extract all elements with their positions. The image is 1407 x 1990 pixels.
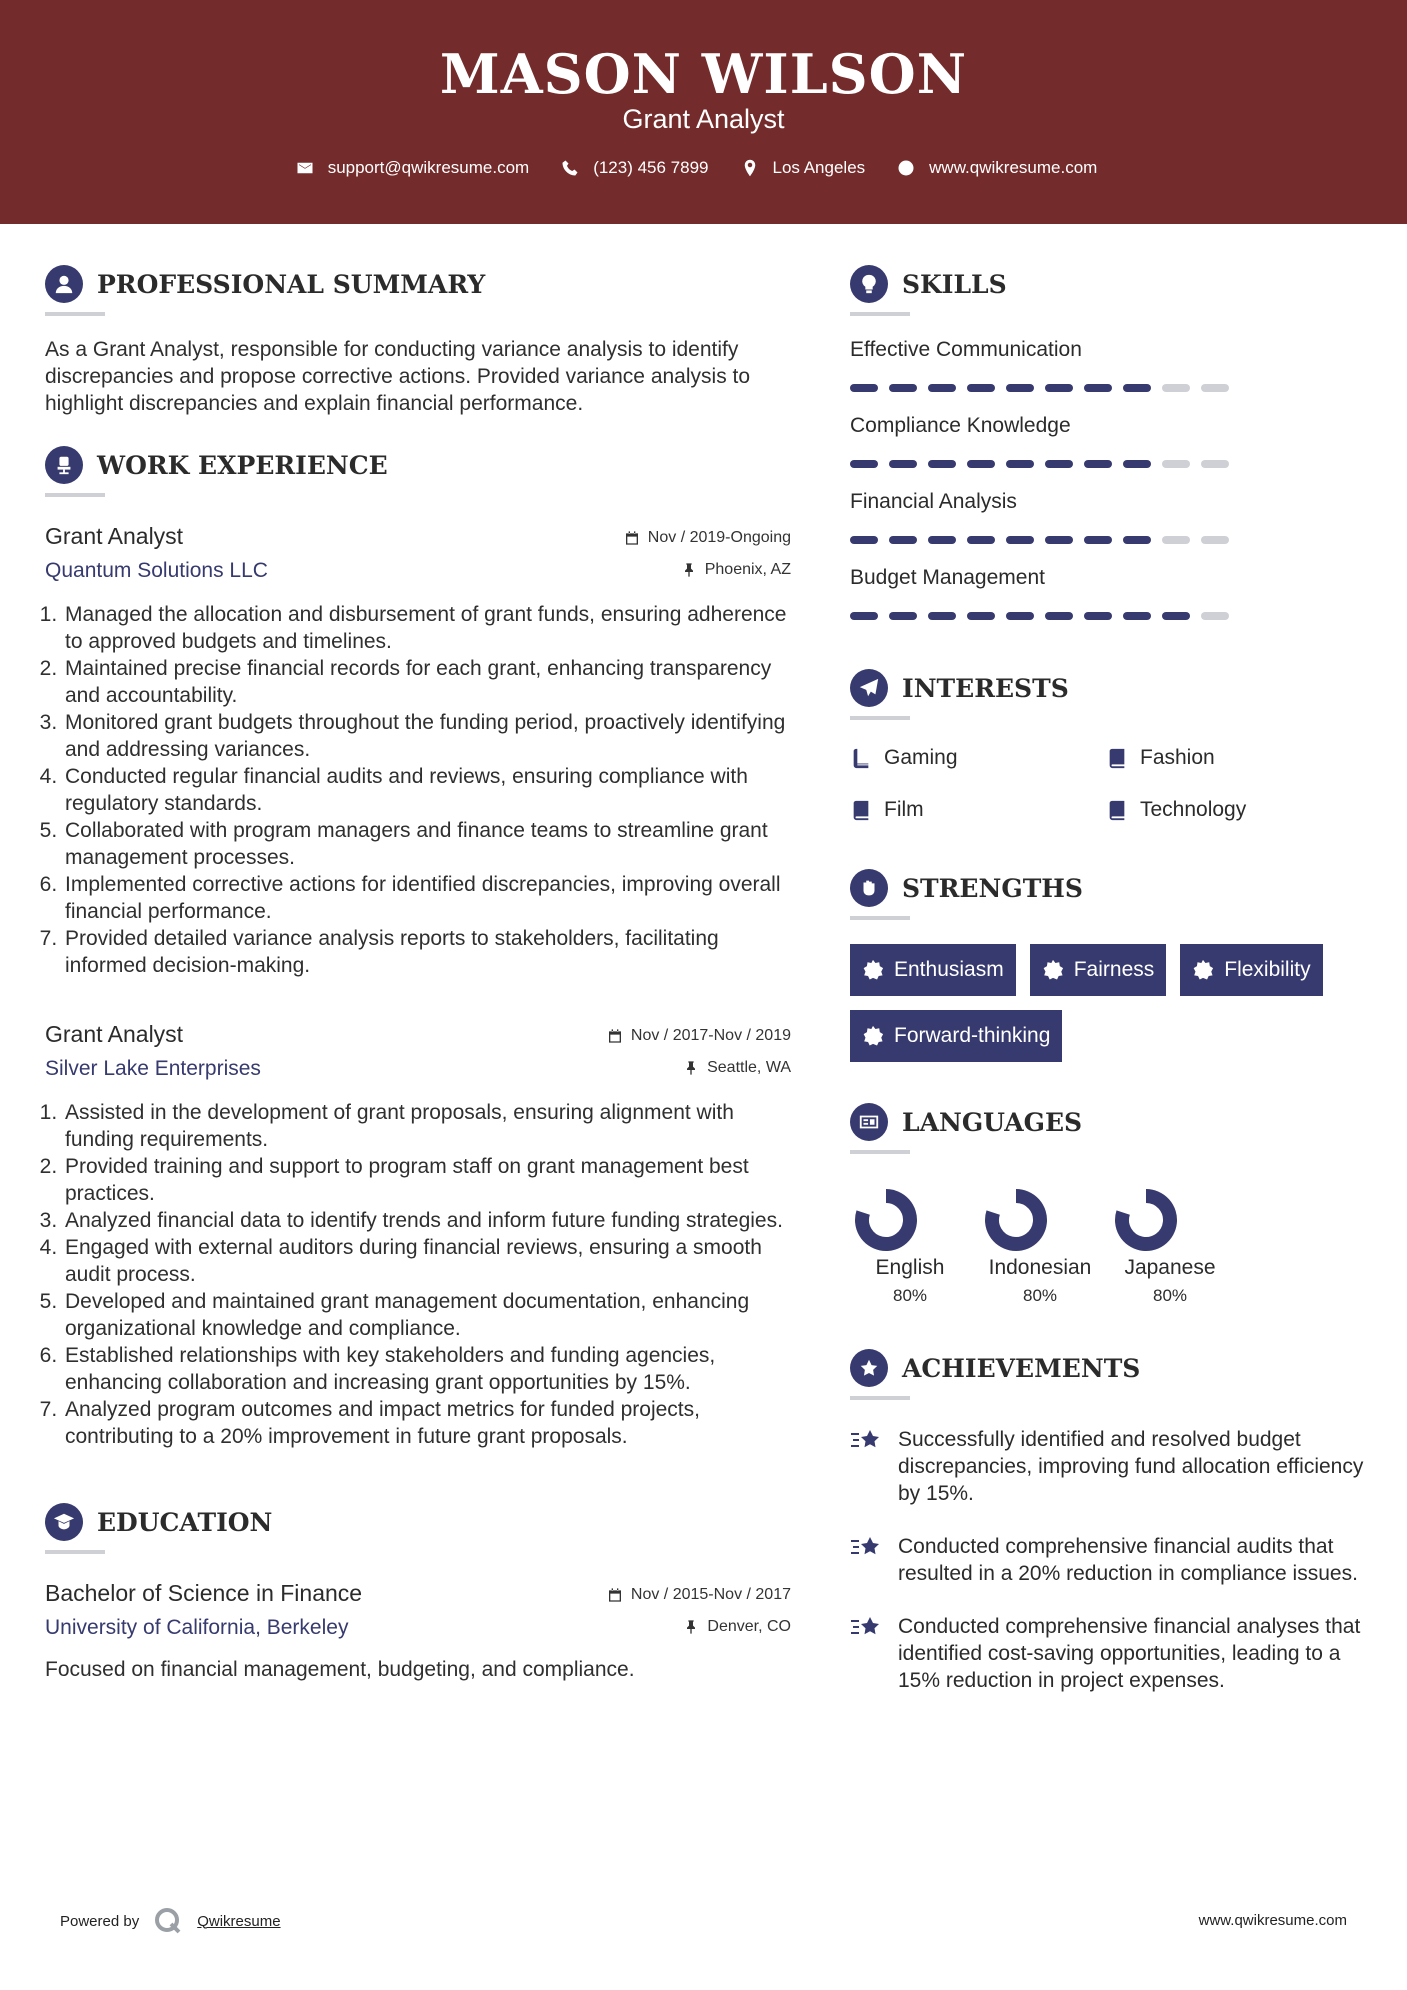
list-item: 2. Provided training and support to program staff on grant management best practices. [63,1153,791,1207]
list-item: 5. Developed and maintained grant management documentation, enhancing organizational knowledge and compliance. [63,1288,791,1342]
skill-level-segment [1045,384,1073,392]
strengths-section [850,866,1370,1062]
shooting-star-icon [850,1531,884,1565]
language-icon [850,1103,888,1141]
skills-section [850,262,1370,620]
contact-location [741,158,866,178]
work-heading: WORK EXPERIENCE [97,450,388,480]
skill-level-segment [1006,384,1034,392]
calendar-icon [607,1587,623,1603]
phone-text: (123) 456 7899 [593,158,709,177]
job-company: Quantum Solutions LLC [45,559,268,582]
skill-level-segment [889,384,917,392]
skill-level-segment [1006,536,1034,544]
job-entry [45,523,791,979]
skill-name: Compliance Knowledge [850,414,1071,437]
strength-badge: Fairness [1030,944,1167,996]
list-item: 1. Assisted in the development of grant proposals, ensuring alignment with funding requirements. [63,1099,791,1153]
skill-level-segment [1045,536,1073,544]
skill-level-segment [1045,612,1073,620]
job-date: Nov / 2019-Ongoing [624,529,791,547]
achievement-item: Conducted comprehensive financial analyses that identified cost-saving opportunities, leading to a 15% reduction in project expenses. [850,1613,1370,1694]
skill-level-segment [1162,612,1190,620]
section-divider [850,1150,910,1154]
skill-level-segment [967,384,995,392]
phone-icon [561,159,579,177]
pushpin-icon [683,1060,699,1076]
email-text: support@qwikresume.com [327,158,530,177]
skill-level-segment [928,536,956,544]
interest-item: Gaming [850,746,1106,770]
skill-level-segment [1084,384,1112,392]
job-date: Nov / 2017-Nov / 2019 [607,1027,791,1045]
skill-level-segment [850,460,878,468]
badge-icon [1192,959,1214,981]
pushpin-icon [683,1619,699,1635]
contact-website[interactable] [897,158,1097,178]
achievement-item: Conducted comprehensive financial audits that resulted in a 20% reduction in compliance issues. [850,1533,1370,1587]
proficiency-ring [1110,1184,1182,1256]
list-item: 1. Managed the allocation and disbursement of grant funds, ensuring adherence to approved budgets and timelines. [63,601,791,655]
job-entry [45,1021,791,1450]
skill-item [850,566,1370,620]
skill-level-segment [1123,612,1151,620]
strengths-list [850,944,1370,1062]
languages-heading: LANGUAGES [902,1107,1083,1137]
candidate-name: MASON WILSON [439,42,968,106]
candidate-title: Grant Analyst [622,104,785,134]
skill-level-segment [967,460,995,468]
strength-badge: Flexibility [1180,944,1322,996]
strength-badge: Enthusiasm [850,944,1016,996]
qwikresume-logo-icon [153,1906,183,1936]
list-item: 5. Collaborated with program managers and finance teams to streamline grant management processes. [63,817,791,871]
list-item: 3. Analyzed financial data to identify trends and inform future funding strategies. [63,1207,791,1234]
skills-heading: SKILLS [902,269,1007,299]
language-percent: 80% [1022,1286,1058,1305]
proficiency-arc [992,1196,1040,1244]
skill-name: Effective Communication [850,338,1082,361]
chair-icon [45,446,83,484]
section-divider [45,493,105,497]
job-location: Phoenix, AZ [681,561,791,579]
language-item [850,1184,970,1306]
shooting-star-icon [850,1611,884,1645]
job-location: Seattle, WA [683,1059,791,1077]
job-company: Silver Lake Enterprises [45,1057,261,1080]
section-divider [850,916,910,920]
job-bullets [45,1099,791,1450]
section-divider [850,716,910,720]
skill-level-segment [928,612,956,620]
section-divider [45,1550,105,1554]
interests-heading: INTERESTS [902,673,1069,703]
badge-icon [1042,959,1064,981]
language-name: Japanese [1124,1256,1216,1279]
language-item [1110,1184,1230,1306]
map-pin-icon [741,159,759,177]
list-item: 6. Established relationships with key stakeholders and funding agencies, enhancing collaboration and increasing grant opportunities by 15%. [63,1342,791,1396]
section-divider [850,312,910,316]
graduation-icon [45,1503,83,1541]
skill-level-segment [850,384,878,392]
education-description: Focused on financial management, budgeting, and compliance. [45,1658,635,1681]
interest-item: Fashion [1106,746,1346,770]
strength-badge: Forward-thinking [850,1010,1062,1062]
skill-level-segment [1084,536,1112,544]
school: University of California, Berkeley [45,1616,349,1639]
footer-url[interactable]: www.qwikresume.com [1198,1912,1347,1929]
book-icon [850,799,872,821]
education-date: Nov / 2015-Nov / 2017 [607,1586,791,1604]
language-name: English [875,1256,945,1279]
skill-level-segment [889,460,917,468]
location-text: Los Angeles [772,158,866,177]
skill-level-bar [850,536,1370,544]
list-item: 2. Maintained precise financial records for each grant, enhancing transparency and accountability. [63,655,791,709]
list-item: 7. Analyzed program outcomes and impact metrics for funded projects, contributing to a 20% improvement in future grant proposals. [63,1396,791,1450]
list-item: 3. Monitored grant budgets throughout the funding period, proactively identifying and addressing variances. [63,709,791,763]
language-item [980,1184,1100,1306]
strengths-heading: STRENGTHS [902,873,1083,903]
skill-level-segment [928,460,956,468]
pushpin-icon [681,562,697,578]
skill-level-segment [850,536,878,544]
skill-level-segment [928,384,956,392]
contact-phone[interactable] [561,158,708,178]
globe-icon [897,159,915,177]
star-badge-icon [850,1349,888,1387]
achievements-heading: ACHIEVEMENTS [902,1353,1141,1383]
education-heading: EDUCATION [97,1507,273,1537]
job-title: Grant Analyst [45,523,184,549]
book-icon [1106,799,1128,821]
skill-level-bar [850,612,1370,620]
skill-name: Budget Management [850,566,1045,589]
job-bullets [45,601,791,979]
skill-level-bar [850,460,1370,468]
job-title: Grant Analyst [45,1021,184,1047]
achievements-section [850,1346,1370,1694]
badge-icon [862,959,884,981]
skill-level-segment [889,612,917,620]
calendar-icon [607,1028,623,1044]
skill-level-segment [889,536,917,544]
summary-section [45,262,791,417]
languages-section [850,1100,1370,1306]
skill-level-segment [967,612,995,620]
interests-section [850,666,1370,822]
language-percent: 80% [892,1286,928,1305]
powered-by-label: Powered by [60,1912,140,1930]
list-item: 6. Implemented corrective actions for identified discrepancies, improving overall financial performance. [63,871,791,925]
skill-level-segment [1162,536,1190,544]
skill-name: Financial Analysis [850,490,1017,513]
skill-level-segment [1201,384,1229,392]
skill-level-segment [850,612,878,620]
interest-item: Film [850,798,1106,822]
skills-list [850,338,1370,620]
fist-icon [850,869,888,907]
skill-level-segment [1201,536,1229,544]
skill-level-segment [1162,460,1190,468]
lightbulb-icon [850,265,888,303]
language-name: Indonesian [988,1256,1092,1279]
list-item: 7. Provided detailed variance analysis reports to stakeholders, facilitating informed decision-making. [63,925,791,979]
skill-level-segment [1201,612,1229,620]
summary-heading: PROFESSIONAL SUMMARY [97,269,486,299]
education-location: Denver, CO [683,1618,791,1636]
resume-header [0,0,1407,224]
paper-plane-icon [850,669,888,707]
skill-level-segment [1045,460,1073,468]
book-icon [1106,747,1128,769]
skill-level-segment [1162,384,1190,392]
shooting-star-icon [850,1424,884,1458]
list-item: 4. Engaged with external auditors during financial reviews, ensuring a smooth audit process. [63,1234,791,1288]
section-divider [850,1396,910,1400]
education-section [45,1500,791,1683]
powered-by [60,1906,281,1936]
skill-level-segment [1006,460,1034,468]
skill-level-segment [1201,460,1229,468]
language-percent: 80% [1152,1286,1188,1305]
languages-list [850,1184,1370,1306]
calendar-icon [624,530,640,546]
interest-item: Technology [1106,798,1346,822]
achievement-item: Successfully identified and resolved budget discrepancies, improving fund allocation efficiency by 15%. [850,1426,1370,1507]
education-entry [45,1580,791,1683]
contact-bar [0,158,1407,178]
skill-level-segment [1123,384,1151,392]
envelope-icon [296,159,314,177]
proficiency-arc [1122,1196,1170,1244]
degree: Bachelor of Science in Finance [45,1580,363,1606]
skill-level-segment [1123,536,1151,544]
skill-item [850,414,1370,468]
page-footer [0,1900,1407,1940]
skill-item [850,338,1370,392]
skill-level-segment [1123,460,1151,468]
interests-grid [850,746,1370,822]
left-column [45,262,791,1683]
contact-email[interactable] [296,158,530,178]
section-divider [45,312,105,316]
skill-level-bar [850,384,1370,392]
skill-level-segment [1006,612,1034,620]
badge-icon [862,1025,884,1047]
website-text: www.qwikresume.com [929,158,1098,177]
proficiency-arc [862,1196,910,1244]
list-item: 4. Conducted regular financial audits and reviews, ensuring compliance with regulatory standards. [63,763,791,817]
book-icon [850,747,872,769]
skill-level-segment [967,536,995,544]
skill-level-segment [1084,612,1112,620]
summary-text: As a Grant Analyst, responsible for conducting variance analysis to identify discrepancies and propose corrective actions. Provided variance analysis to highlight discrepancies and explain financial performance. [45,338,751,415]
proficiency-ring [850,1184,922,1256]
brand-link[interactable]: Qwikresume [197,1912,281,1930]
proficiency-ring [980,1184,1052,1256]
user-icon [45,265,83,303]
right-column [850,262,1370,1694]
skill-level-segment [1084,460,1112,468]
work-section [45,443,791,1450]
skill-item [850,490,1370,544]
